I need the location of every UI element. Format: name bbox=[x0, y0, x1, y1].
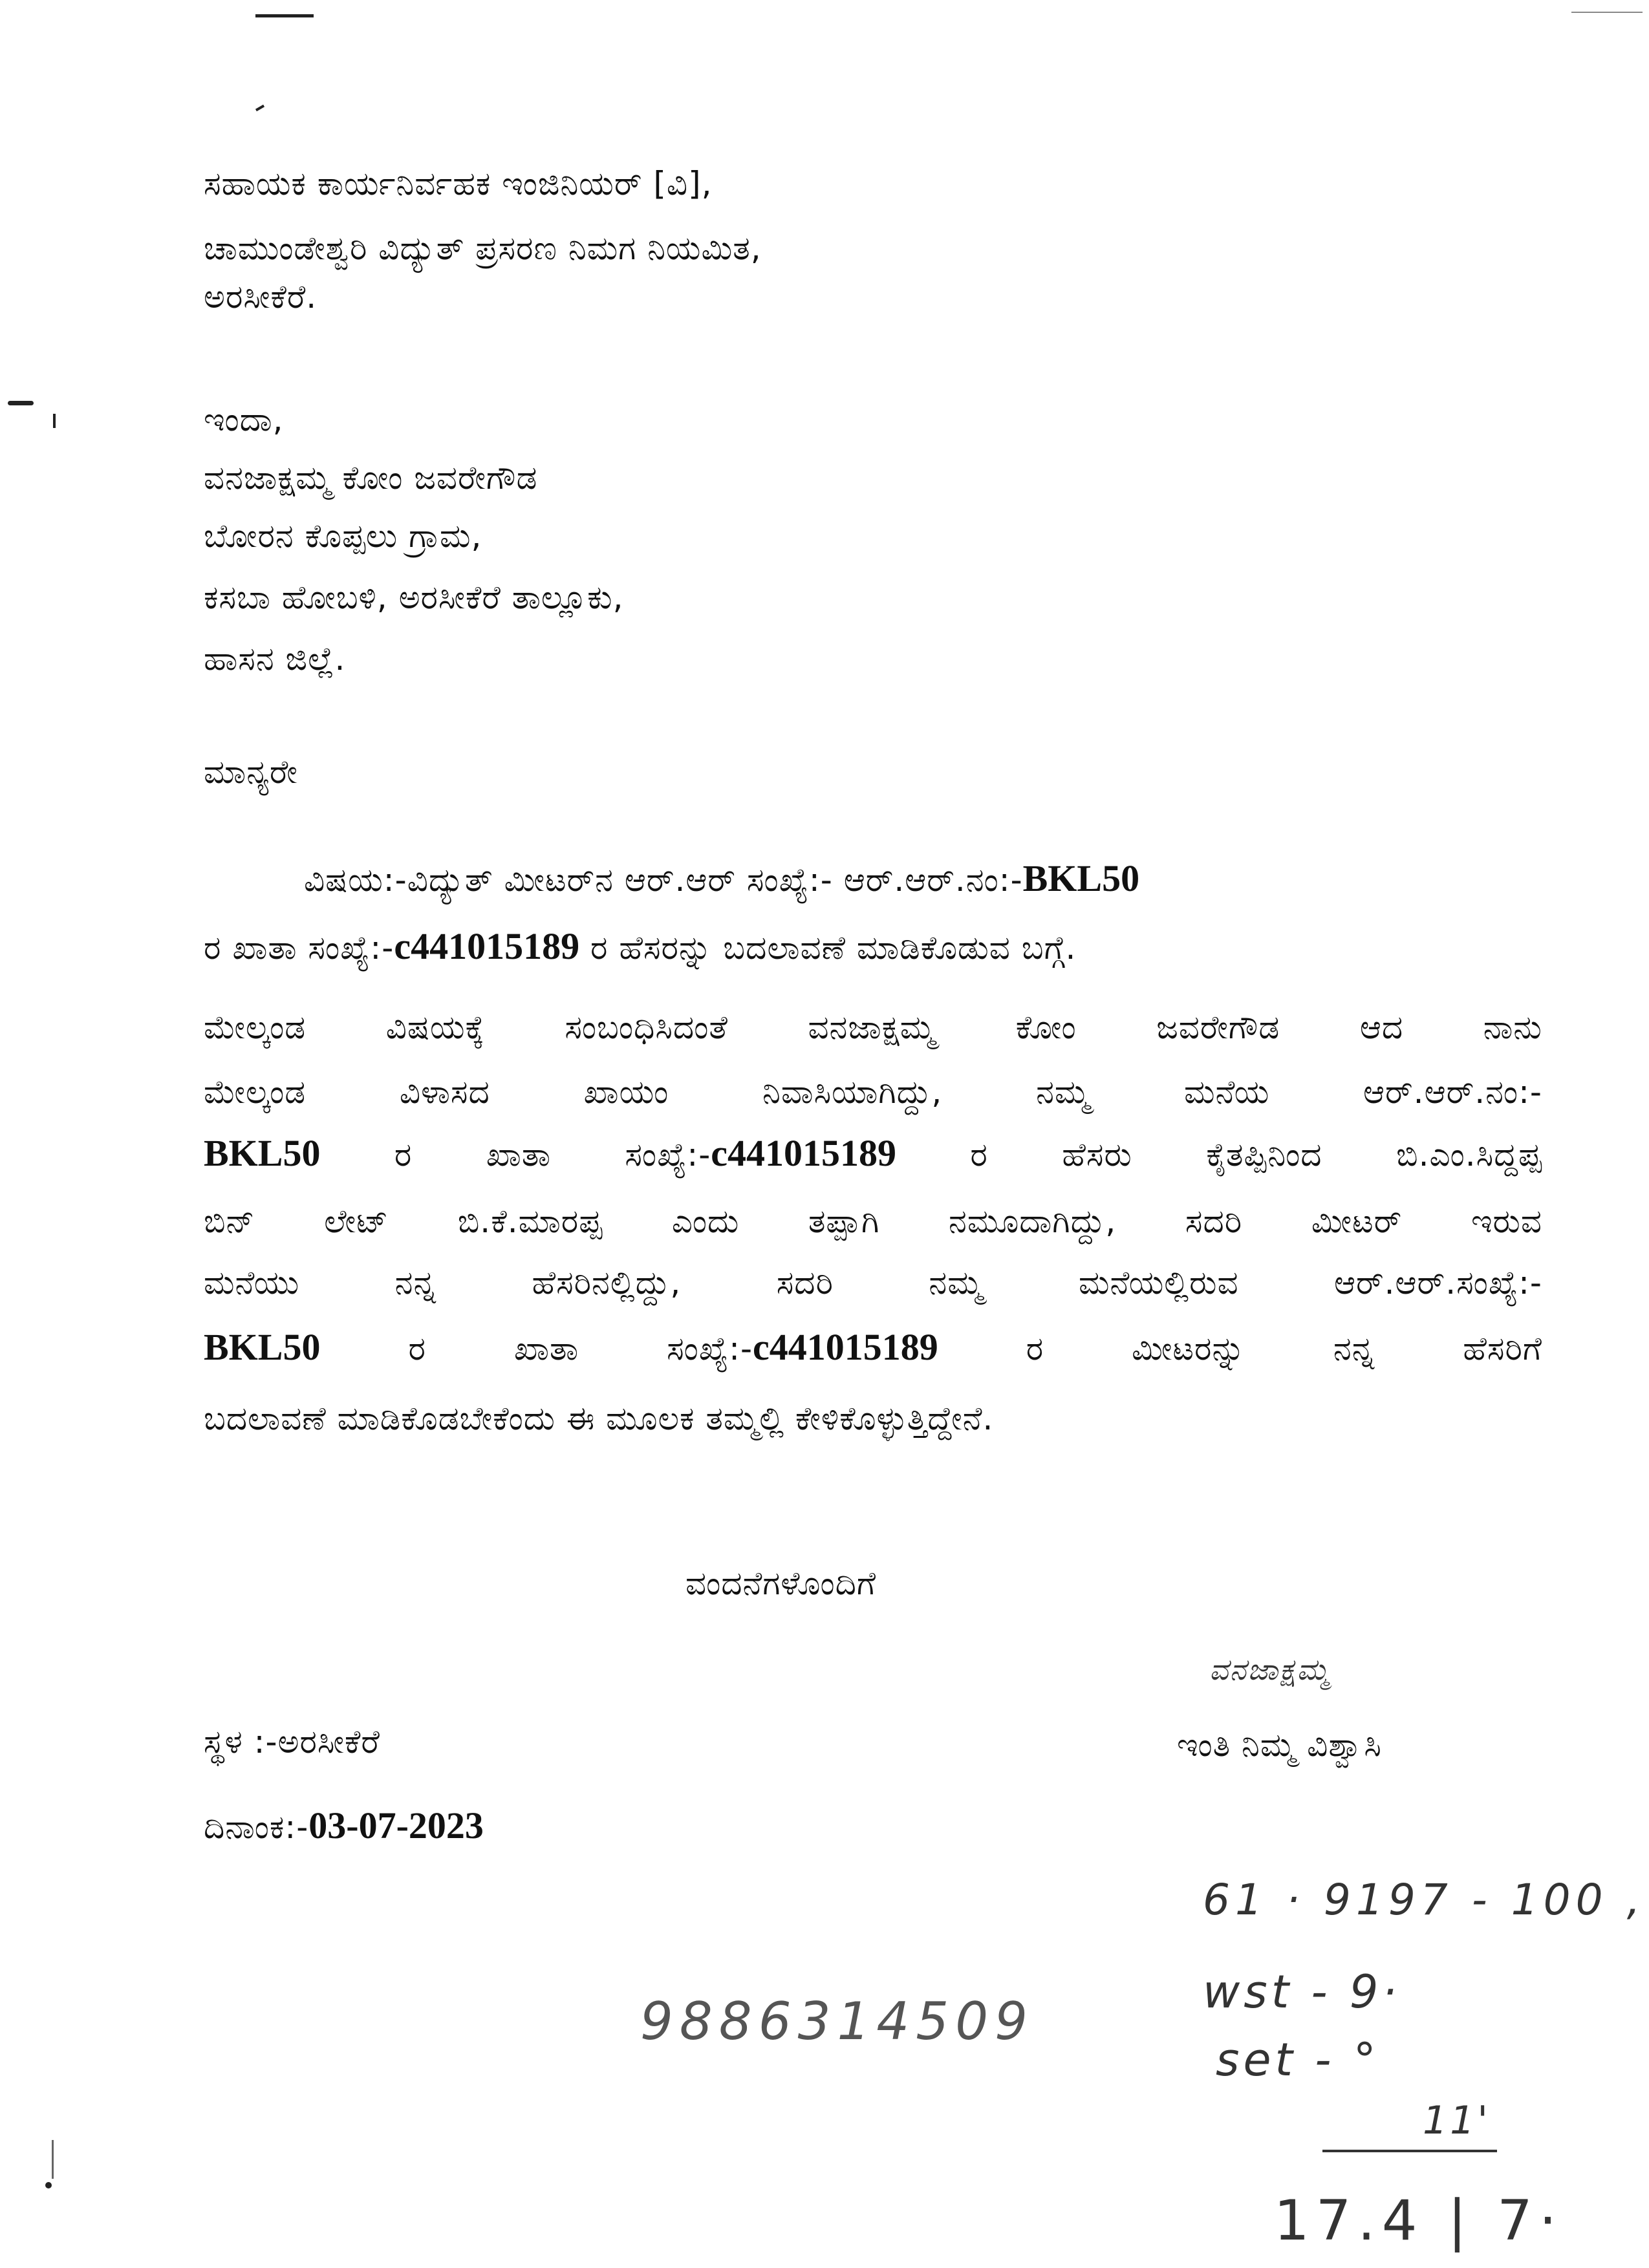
handwritten-phone: 9886314509 bbox=[640, 1991, 1034, 2051]
addressee-line-2: ಚಾಮುಂಡೇಶ್ವರಿ ವಿದ್ಯುತ್ ಪ್ರಸರಣ ನಿಮಗ ನಿಯಮಿತ, bbox=[204, 230, 762, 267]
sender-name: ವನಜಾಕ್ಷಮ್ಮ ಕೋಂ ಜವರೇಗೌಡ bbox=[204, 459, 538, 497]
subject-line-2 bbox=[204, 925, 1076, 968]
subject-text: ರ ಹೆಸರನ್ನು ಬದಲಾವಣೆ ಮಾಡಿಕೊಡುವ ಬಗ್ಗೆ. bbox=[579, 929, 1077, 967]
word: ಸಂಬಂಧಿಸಿದಂತೆ bbox=[565, 1009, 728, 1046]
word: ರ bbox=[408, 1330, 426, 1367]
subject-text: ರ ಖಾತಾ ಸಂಖ್ಯೆ:- bbox=[204, 929, 394, 967]
word: ಜವರೇಗೌಡ bbox=[1156, 1009, 1280, 1046]
sender-taluk: ಕಸಬಾ ಹೋಬಳಿ, ಅರಸೀಕೆರೆ ತಾಲ್ಲೂಕು, bbox=[204, 579, 624, 616]
rr-number: BKL50 bbox=[204, 1132, 321, 1174]
account-number: c441015189 bbox=[711, 1132, 897, 1174]
rr-number: BKL50 bbox=[1022, 857, 1140, 899]
body-line-3 bbox=[204, 1131, 1542, 1175]
handwritten-calc-2: wst - 9· bbox=[1203, 1965, 1401, 2018]
scan-mark bbox=[255, 105, 264, 111]
word: ಹೆಸರು bbox=[1062, 1136, 1132, 1173]
word: ಆರ್.ಆರ್.ಸಂಖ್ಯೆ:- bbox=[1334, 1264, 1542, 1301]
addressee-line-1: ಸಹಾಯಕ ಕಾರ್ಯನಿರ್ವಹಕ ಇಂಜಿನಿಯರ್ [ವಿ], bbox=[204, 165, 713, 202]
word: ವಿಳಾಸದ bbox=[399, 1073, 490, 1111]
word: ನನ್ನ bbox=[1333, 1330, 1375, 1367]
word: ಖಾತಾ bbox=[486, 1136, 551, 1173]
rr-number: BKL50 bbox=[204, 1326, 321, 1368]
word: ರ bbox=[394, 1136, 413, 1173]
word: ಸದರಿ bbox=[1185, 1203, 1243, 1240]
word: ಆದ bbox=[1359, 1009, 1404, 1046]
word: ಬಿನ್ bbox=[204, 1203, 255, 1240]
yours-faithfully: ಇಂತಿ ನಿಮ್ಮ ವಿಶ್ವಾಸಿ bbox=[1177, 1726, 1382, 1764]
body-line-2 bbox=[204, 1073, 1542, 1111]
subject-line-1 bbox=[304, 857, 1139, 900]
word: ಎಂದು bbox=[671, 1203, 740, 1240]
word: ಖಾತಾ bbox=[513, 1330, 579, 1367]
handwritten-signature: ವನಜಾಕ್ಷಮ್ಮ bbox=[1209, 1652, 1331, 1687]
closing: ವಂದನೆಗಳೊಂದಿಗೆ bbox=[685, 1565, 876, 1602]
word: ಮೀಟರ್ bbox=[1311, 1203, 1403, 1240]
scan-mark bbox=[255, 14, 314, 17]
sender-village: ಬೋರನ ಕೊಪ್ಪಲು ಗ್ರಾಮ, bbox=[204, 517, 482, 555]
word: ಬಿ.ಕೆ.ಮಾರಪ್ಪ bbox=[457, 1203, 603, 1240]
word-group bbox=[667, 1325, 938, 1369]
body-line-5 bbox=[204, 1264, 1542, 1302]
scan-mark bbox=[8, 401, 34, 405]
place: ಸ್ಥಳ :-ಅರಸೀಕೆರೆ bbox=[204, 1723, 380, 1760]
word: ಮೇಲ್ಕಂಡ bbox=[204, 1073, 307, 1111]
word: ಮನೆಯಲ್ಲಿರುವ bbox=[1079, 1264, 1239, 1301]
word: ಬಿ.ಎಂ.ಸಿದ್ದಪ್ಪ bbox=[1396, 1136, 1542, 1173]
word: ಸದರಿ bbox=[776, 1264, 834, 1301]
handwritten-underline bbox=[1322, 2150, 1497, 2152]
word: ನಮ್ಮ bbox=[1036, 1073, 1091, 1111]
date-value: 03-07-2023 bbox=[308, 1804, 484, 1846]
word: ಆರ್.ಆರ್.ನಂ:- bbox=[1363, 1073, 1542, 1111]
word: ಕೋಂ bbox=[1015, 1009, 1077, 1046]
word: ವನಜಾಕ್ಷಮ್ಮ bbox=[808, 1009, 936, 1046]
scan-mark bbox=[1571, 12, 1643, 13]
body-line-4 bbox=[204, 1203, 1542, 1241]
word: ಮೇಲ್ಕಂಡ bbox=[204, 1009, 307, 1046]
body-line-1 bbox=[204, 1009, 1542, 1047]
word: ರ bbox=[970, 1136, 988, 1173]
word: ಲೇಟ್ bbox=[324, 1203, 389, 1240]
word: ಮೀಟರನ್ನು bbox=[1132, 1330, 1245, 1367]
word: ಮನೆಯ bbox=[1183, 1073, 1270, 1111]
account-number: c441015189 bbox=[394, 925, 580, 967]
body-line-6 bbox=[204, 1325, 1542, 1369]
handwritten-calc-1: 61 · 9197 - 100 , bbox=[1203, 1875, 1646, 1925]
subject-text: ವಿಷಯ:-ವಿದ್ಯುತ್ ಮೀಟರ್‌ನ ಆರ್.ಆರ್ ಸಂಖ್ಯೆ:- ಆರ್.ಆರ್.ನಂ:- bbox=[304, 861, 1023, 899]
sender-district: ಹಾಸನ ಜಿಲ್ಲೆ. bbox=[204, 640, 346, 678]
word: ಸಂಖ್ಯೆ:- bbox=[667, 1330, 753, 1367]
word: ವಿಷಯಕ್ಕೆ bbox=[385, 1009, 485, 1046]
word: ರ bbox=[1026, 1330, 1044, 1367]
word: ಮನೆಯು bbox=[204, 1264, 300, 1301]
word: ನಿವಾಸಿಯಾಗಿದ್ದು, bbox=[762, 1073, 943, 1111]
word: ನನ್ನ bbox=[394, 1264, 436, 1301]
body-line-7: ಬದಲಾವಣೆ ಮಾಡಿಕೊಡಬೇಕೆಂದು ಈ ಮೂಲಕ ತಮ್ಮಲ್ಲಿ ಕೇಳಿಕೊಳ್ಳುತ್ತಿದ್ದೇನೆ. bbox=[204, 1400, 994, 1437]
word: ತಪ್ಪಾಗಿ bbox=[808, 1203, 880, 1240]
account-number: c441015189 bbox=[753, 1326, 938, 1368]
handwritten-calc-5: 17.4 | 7· bbox=[1274, 2188, 1564, 2253]
date-label: ದಿನಾಂಕ:- bbox=[204, 1808, 309, 1846]
word-group bbox=[625, 1131, 896, 1175]
word: ಕೈತಪ್ಪಿನಿಂದ bbox=[1206, 1136, 1322, 1173]
date bbox=[204, 1804, 484, 1847]
word: ಹೆಸರಿನಲ್ಲಿದ್ದು, bbox=[532, 1264, 682, 1301]
salutation: ಮಾನ್ಯರೇ bbox=[204, 753, 298, 791]
handwritten-calc-4: 11' bbox=[1423, 2098, 1491, 2143]
word: ಖಾಯಂ bbox=[583, 1073, 669, 1111]
scan-mark bbox=[52, 2140, 54, 2179]
scan-mark bbox=[53, 414, 56, 428]
sender-from: ಇಂದಾ, bbox=[204, 401, 284, 438]
word: ಸಂಖ್ಯೆ:- bbox=[625, 1136, 711, 1173]
word: ನಮ್ಮ bbox=[929, 1264, 984, 1301]
scan-mark bbox=[45, 2182, 52, 2188]
handwritten-calc-3: set - ° bbox=[1216, 2033, 1380, 2086]
word: ನಮೂದಾಗಿದ್ದು, bbox=[949, 1203, 1117, 1240]
word: ನಾನು bbox=[1483, 1009, 1542, 1046]
word: ಇರುವ bbox=[1471, 1203, 1542, 1240]
addressee-line-3: ಅರಸೀಕೆರೆ. bbox=[204, 278, 318, 316]
word: ಹೆಸರಿಗೆ bbox=[1463, 1330, 1542, 1367]
